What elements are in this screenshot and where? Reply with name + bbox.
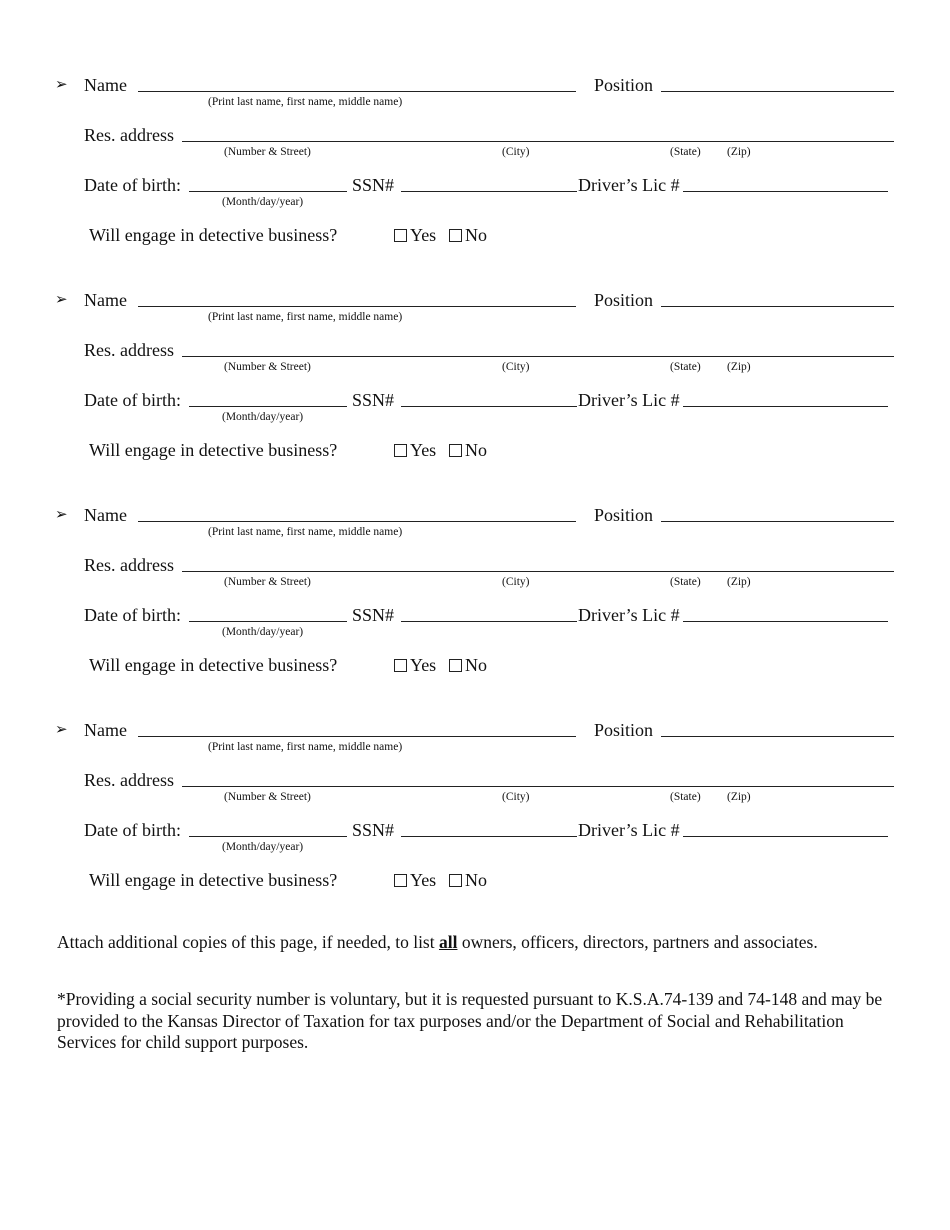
license-label: Driver’s Lic # <box>578 605 680 625</box>
checkbox-square-icon <box>449 444 462 457</box>
name-hint: (Print last name, first name, middle name) <box>208 526 403 538</box>
address-field[interactable] <box>182 141 894 142</box>
position-field[interactable] <box>661 521 894 522</box>
name-label: Name <box>84 505 127 525</box>
arrow-bullet-icon: ➢ <box>55 722 68 738</box>
ssn-field[interactable] <box>401 836 577 837</box>
name-field[interactable] <box>138 736 576 737</box>
name-field[interactable] <box>138 521 576 522</box>
zip-hint: (Zip) <box>727 576 751 588</box>
address-field[interactable] <box>182 571 894 572</box>
name-label: Name <box>84 290 127 310</box>
name-hint: (Print last name, first name, middle name) <box>208 741 403 753</box>
address-label: Res. address <box>84 125 174 145</box>
no-label: No <box>465 655 487 675</box>
address-label: Res. address <box>84 770 174 790</box>
dob-field[interactable] <box>189 406 347 407</box>
name-hint: (Print last name, first name, middle name) <box>208 311 403 323</box>
checkbox-square-icon <box>449 874 462 887</box>
dob-hint: (Month/day/year) <box>222 196 304 208</box>
no-checkbox[interactable] <box>449 869 487 891</box>
dob-label: Date of birth: <box>84 390 181 410</box>
zip-hint: (Zip) <box>727 361 751 373</box>
ssn-label: SSN# <box>352 820 395 840</box>
checkbox-square-icon <box>394 659 407 672</box>
ssn-field[interactable] <box>401 406 577 407</box>
no-checkbox[interactable] <box>449 654 487 676</box>
city-hint: (City) <box>502 361 530 373</box>
name-field[interactable] <box>138 91 576 92</box>
address-label: Res. address <box>84 555 174 575</box>
no-checkbox[interactable] <box>449 224 487 246</box>
dob-label: Date of birth: <box>84 605 181 625</box>
name-hint: (Print last name, first name, middle name) <box>208 96 403 108</box>
address-label: Res. address <box>84 340 174 360</box>
checkbox-square-icon <box>394 874 407 887</box>
yes-label: Yes <box>410 655 437 675</box>
no-label: No <box>465 440 487 460</box>
yes-label: Yes <box>410 440 437 460</box>
position-label: Position <box>594 720 654 740</box>
address-field[interactable] <box>182 786 894 787</box>
position-field[interactable] <box>661 306 894 307</box>
attach-note-emphasis: all <box>438 932 458 952</box>
yes-checkbox[interactable] <box>394 439 436 461</box>
city-hint: (City) <box>502 576 530 588</box>
license-field[interactable] <box>683 406 888 407</box>
dob-field[interactable] <box>189 191 347 192</box>
zip-hint: (Zip) <box>727 791 751 803</box>
license-label: Driver’s Lic # <box>578 175 680 195</box>
detective-question: Will engage in detective business? <box>89 440 338 460</box>
dob-hint: (Month/day/year) <box>222 411 304 423</box>
ssn-label: SSN# <box>352 175 395 195</box>
position-field[interactable] <box>661 91 894 92</box>
position-field[interactable] <box>661 736 894 737</box>
detective-question: Will engage in detective business? <box>89 870 338 890</box>
checkbox-square-icon <box>394 444 407 457</box>
city-hint: (City) <box>502 146 530 158</box>
zip-hint: (Zip) <box>727 146 751 158</box>
street-hint: (Number & Street) <box>224 146 311 158</box>
yes-checkbox[interactable] <box>394 224 436 246</box>
dob-label: Date of birth: <box>84 175 181 195</box>
position-label: Position <box>594 75 654 95</box>
state-hint: (State) <box>670 791 701 803</box>
license-field[interactable] <box>683 621 888 622</box>
no-label: No <box>465 225 487 245</box>
state-hint: (State) <box>670 146 701 158</box>
name-label: Name <box>84 720 127 740</box>
arrow-bullet-icon: ➢ <box>55 292 68 308</box>
attach-copies-note <box>57 932 897 954</box>
city-hint: (City) <box>502 791 530 803</box>
name-label: Name <box>84 75 127 95</box>
dob-hint: (Month/day/year) <box>222 841 304 853</box>
ssn-field[interactable] <box>401 621 577 622</box>
yes-checkbox[interactable] <box>394 869 436 891</box>
checkbox-square-icon <box>449 659 462 672</box>
detective-question: Will engage in detective business? <box>89 655 338 675</box>
dob-field[interactable] <box>189 836 347 837</box>
yes-checkbox[interactable] <box>394 654 436 676</box>
no-label: No <box>465 870 487 890</box>
arrow-bullet-icon: ➢ <box>55 77 68 93</box>
detective-question: Will engage in detective business? <box>89 225 338 245</box>
checkbox-square-icon <box>394 229 407 242</box>
ssn-label: SSN# <box>352 605 395 625</box>
attach-note-suffix: owners, officers, directors, partners and associates. <box>457 932 818 952</box>
checkbox-square-icon <box>449 229 462 242</box>
street-hint: (Number & Street) <box>224 361 311 373</box>
dob-hint: (Month/day/year) <box>222 626 304 638</box>
attach-note-prefix: Attach additional copies of this page, if needed, to list <box>57 932 439 952</box>
license-label: Driver’s Lic # <box>578 390 680 410</box>
state-hint: (State) <box>670 576 701 588</box>
ssn-field[interactable] <box>401 191 577 192</box>
dob-field[interactable] <box>189 621 347 622</box>
arrow-bullet-icon: ➢ <box>55 507 68 523</box>
position-label: Position <box>594 290 654 310</box>
no-checkbox[interactable] <box>449 439 487 461</box>
address-field[interactable] <box>182 356 894 357</box>
street-hint: (Number & Street) <box>224 576 311 588</box>
yes-label: Yes <box>410 225 437 245</box>
license-label: Driver’s Lic # <box>578 820 680 840</box>
name-field[interactable] <box>138 306 576 307</box>
dob-label: Date of birth: <box>84 820 181 840</box>
ssn-label: SSN# <box>352 390 395 410</box>
state-hint: (State) <box>670 361 701 373</box>
license-field[interactable] <box>683 191 888 192</box>
license-field[interactable] <box>683 836 888 837</box>
position-label: Position <box>594 505 654 525</box>
street-hint: (Number & Street) <box>224 791 311 803</box>
ssn-disclaimer: *Providing a social security number is voluntary, but it is requested pursuant to K.S.A.74-139 and 74-148 and may be provided to the Kansas Director of Taxation for tax purposes and/or the Department of Social and Rehabilitation Services for child support purposes. <box>57 989 883 1052</box>
yes-label: Yes <box>410 870 437 890</box>
